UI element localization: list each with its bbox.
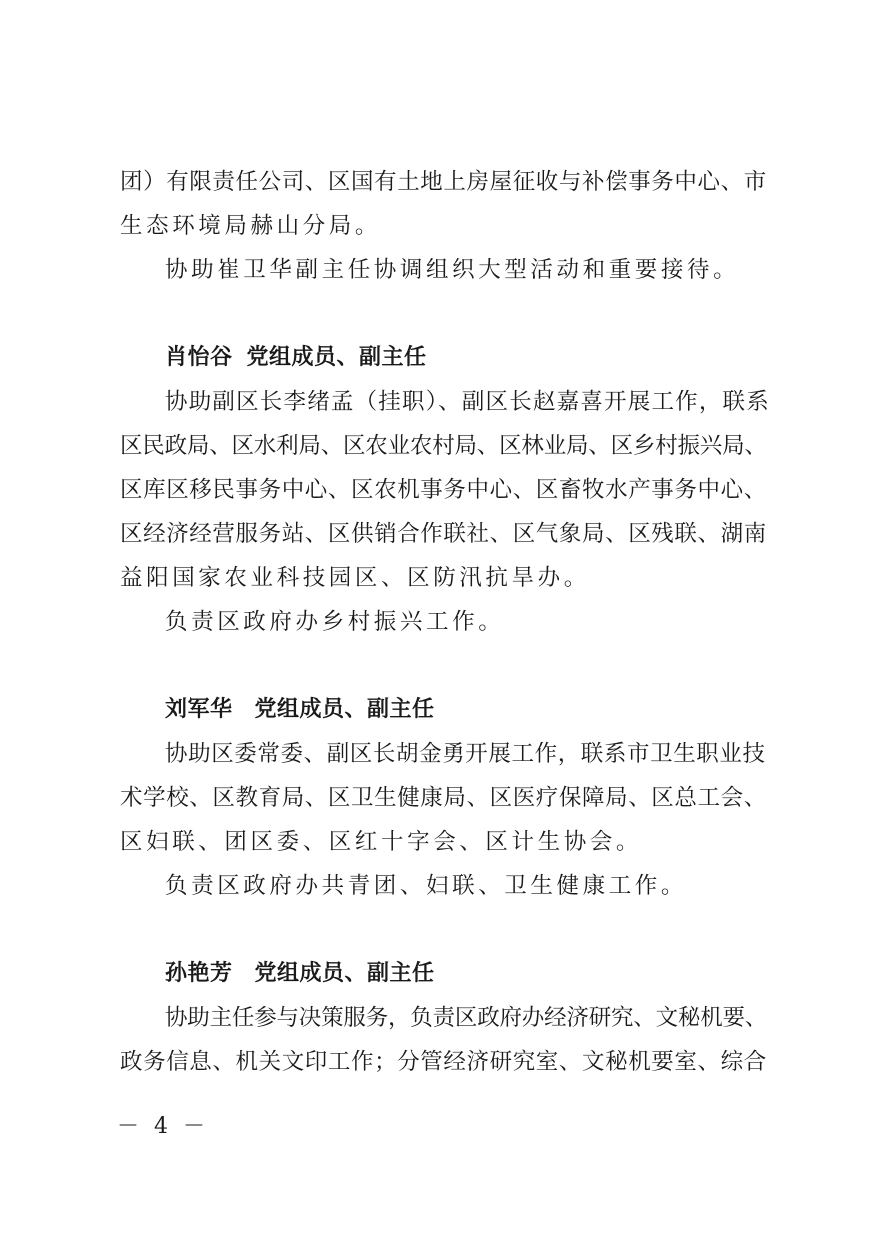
duty-text: 协助崔卫华副主任协调组织大型活动和重要接待。 [165, 257, 740, 283]
section-heading [165, 343, 427, 373]
duty-text: 负责区政府办共青团、妇联、卫生健康工作。 [165, 873, 688, 899]
body-text-line: 协助主任参与决策服务，负责区政府办经济研究、文秘机要、 [165, 1005, 768, 1031]
section-heading [165, 959, 435, 989]
person-name: 刘军华 [165, 697, 233, 722]
body-text-line: 协助副区长李绪孟（挂职）、副区长赵嘉喜开展工作，联系 [165, 389, 770, 415]
duty-text: 负责区政府办乡村振兴工作。 [165, 609, 505, 635]
section-heading [165, 695, 435, 725]
body-text-line: 区民政局、区水利局、区农业农村局、区林业局、区乡村振兴局、 [120, 433, 767, 459]
body-text-line: 区库区移民事务中心、区农机事务中心、区畜牧水产事务中心、 [120, 477, 767, 503]
body-text-line: 协助区委常委、副区长胡金勇开展工作，联系市卫生职业技 [165, 741, 766, 767]
person-title: 党组成员、副主任 [246, 345, 427, 370]
body-text-line: 政务信息、机关文印工作；分管经济研究室、文秘机要室、综合 [120, 1049, 767, 1075]
person-title: 党组成员、副主任 [254, 961, 435, 986]
body-text-line: 团）有限责任公司、区国有土地上房屋征收与补偿事务中心、市 [120, 169, 767, 195]
person-title: 党组成员、副主任 [254, 697, 435, 722]
body-text-line: 生态环境局赫山分局。 [120, 213, 382, 239]
page-number: － 4 － [117, 1114, 209, 1139]
body-text-line: 益阳国家农业科技园区、区防汛抗旱办。 [120, 565, 590, 591]
person-name: 肖怡谷 [165, 345, 233, 370]
body-text-line: 区妇联、团区委、区红十字会、区计生协会。 [120, 829, 643, 855]
body-text-line: 区经济经营服务站、区供销合作联社、区气象局、区残联、湖南 [120, 521, 767, 547]
body-text-line: 术学校、区教育局、区卫生健康局、区医疗保障局、区总工会、 [120, 785, 767, 811]
person-name: 孙艳芳 [165, 961, 233, 986]
